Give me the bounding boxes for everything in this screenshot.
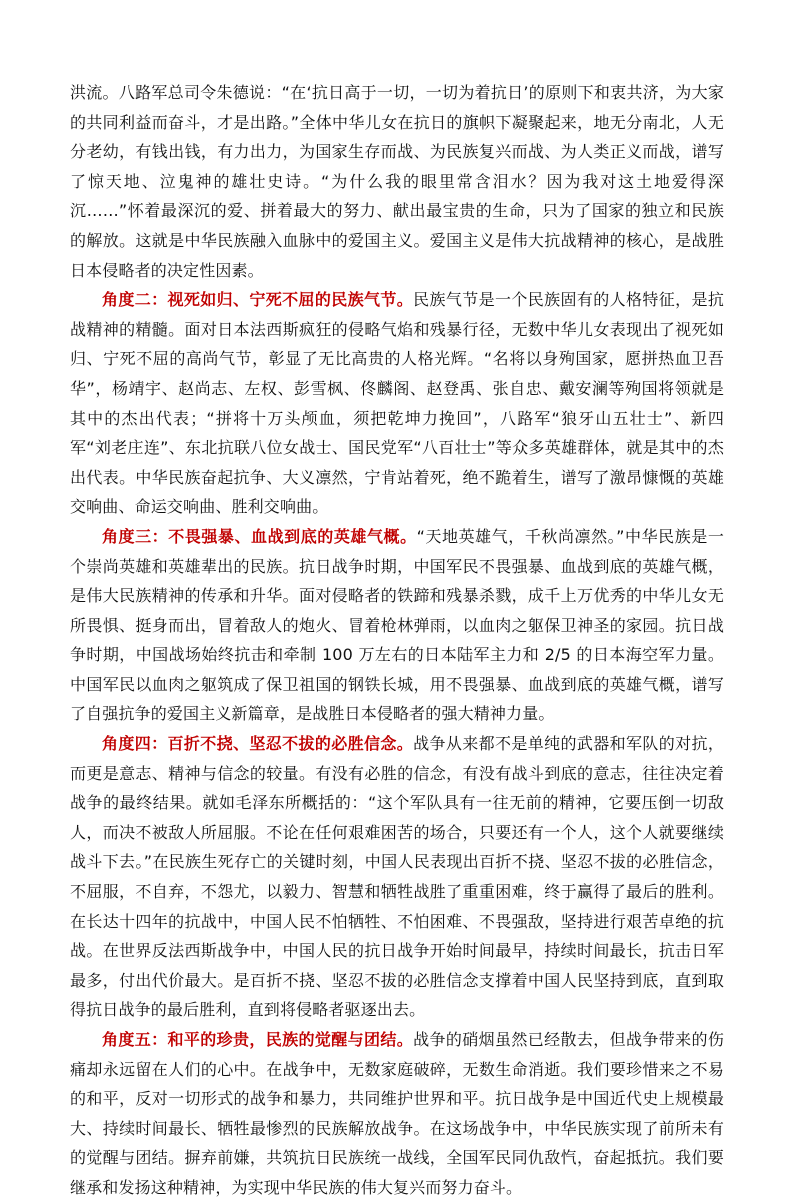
paragraph-angle-two [70, 285, 724, 522]
paragraph-body: 民族气节是一个民族固有的人格特征，是抗战精神的精髓。面对日本法西斯疯狂的侵略气焰和残暴行径，无数中华儿女表现出了视死如归、宁死不屈的高尚气节，彰显了无比高贵的人格光辉。“名将以身殉国家，愿拼热血卫吾华”，杨靖宇、赵尚志、左权、彭雪枫、佟麟阁、赵登禹、张自忠、戴安澜等殉国将领就是其中的杰出代表；“拼将十万头颅血，须把乾坤力挽回”，八路军“狼牙山五壮士”、新四军“刘老庄连”、东北抗联八位女战士、国民党军“八百壮士”等众多英雄群体，就是其中的杰出代表。中华民族奋起抗争、大义凛然，宁肯站着死，绝不跪着生，谱写了激昂慷慨的英雄交响曲、命运交响曲、胜利交响曲。 [70, 290, 724, 517]
angle-heading: 角度三：不畏强暴、血战到底的英雄气概。 [102, 526, 417, 546]
paragraph-body: 战争的硝烟虽然已经散去，但战争带来的伤痛却永远留在人们的心中。在战争中，无数家庭破碎，无数生命消逝。我们要珍惜来之不易的和平，反对一切形式的战争和暴力，共同维护世界和平。抗日战争是中国近代史上规模最大、持续时间最长、牺牲最惨烈的民族解放战争。在这场战争中，中华民族实现了前所未有的觉醒与团结。摒弃前嫌，共筑抗日民族统一战线，全国军民同仇敌忾，奋起抵抗。我们要继承和发扬这种精神，为实现中华民族的伟大复兴而努力奋斗。 [70, 1030, 724, 1197]
paragraph-body: 洪流。八路军总司令朱德说：“在‘抗日高于一切，一切为着抗日’的原则下和衷共济，为大家的共同利益而奋斗，才是出路。”全体中华儿女在抗日的旗帜下凝聚起来，地无分南北，人无分老幼，有钱出钱，有力出力，为国家生存而战、为民族复兴而战、为人类正义而战，谱写了惊天地、泣鬼神的雄壮史诗。“为什么我的眼里常含泪水？因为我对这土地爱得深沉……”怀着最深沉的爱、拼着最大的努力、献出最宝贵的生命，只为了国家的独立和民族的解放。这就是中华民族融入血脉中的爱国主义。爱国主义是伟大抗战精神的核心，是战胜日本侵略者的决定性因素。 [70, 83, 724, 280]
paragraph-intro-continuation [70, 78, 724, 285]
angle-heading: 角度四：百折不挠、坚忍不拔的必胜信念。 [102, 734, 414, 754]
paragraph-angle-five [70, 1025, 724, 1203]
document-page [70, 78, 724, 1203]
paragraph-body: 战争从来都不是单纯的武器和军队的对抗，而更是意志、精神与信念的较量。有没有必胜的信念，有没有战斗到底的意志，往往决定着战争的最终结果。就如毛泽东所概括的：“这个军队具有一往无前的精神，它要压倒一切敌人，而决不被敌人所屈服。不论在任何艰难困苦的场合，只要还有一个人，这个人就要继续战斗下去。”在民族生死存亡的关键时刻，中国人民表现出百折不挠、坚忍不拔的必胜信念，不屈服，不自弃，不怨尤，以毅力、智慧和牺牲战胜了重重困难，终于赢得了最后的胜利。在长达十四年的抗战中，中国人民不怕牺牲、不怕困难、不畏强敌，坚持进行艰苦卓绝的抗战。在世界反法西斯战争中，中国人民的抗日战争开始时间最早，持续时间最长，抗击日军最多，付出代价最大。是百折不挠、坚忍不拔的必胜信念支撑着中国人民坚持到底，直到取得抗日战争的最后胜利，直到将侵略者驱逐出去。 [70, 734, 724, 1020]
paragraph-body: “天地英雄气，千秋尚凛然。”中华民族是一个崇尚英雄和英雄辈出的民族。抗日战争时期，中国军民不畏强暴、血战到底的英雄气概，是伟大民族精神的传承和升华。面对侵略者的铁蹄和残暴杀戮，成千上万优秀的中华儿女无所畏惧、挺身而出，冒着敌人的炮火、冒着枪林弹雨，以血肉之躯保卫神圣的家园。抗日战争时期，中国战场始终抗击和牵制 100 万左右的日本陆军主力和 2/5 的日本海空军力量。中国军民以血肉之躯筑成了保卫祖国的钢铁长城，用不畏强暴、血战到底的英雄气概，谱写了自强抗争的爱国主义新篇章，是战胜日本侵略者的强大精神力量。 [70, 526, 724, 724]
paragraph-angle-four [70, 729, 724, 1025]
angle-heading: 角度五：和平的珍贵，民族的觉醒与团结。 [102, 1030, 414, 1049]
angle-heading: 角度二：视死如归、宁死不屈的民族气节。 [102, 290, 414, 310]
paragraph-angle-three [70, 522, 724, 729]
